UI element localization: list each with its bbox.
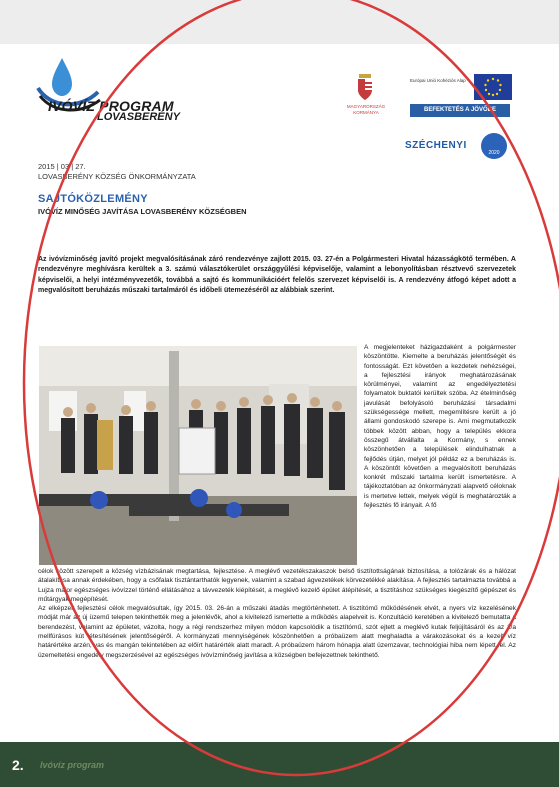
body-text bbox=[38, 567, 516, 660]
eu-fund-label: Európai Unió Kohéziós Alap bbox=[410, 78, 466, 83]
body-paragraph: célok között szerepelt a község vízbázisának megtartása, fejlesztése. A meglévő vezetékszakaszok belső tisztítottságának biztosítása, a tolózárak és a hálózat átalakítása annak érdekében, hogy a csőfalak tisztántarthatók legyenek, valamint a szabad ágvezetékek körvezetékké alakítása. A fejlesztés tartalmazta továbbá a Lujza major egészséges ivóvízzel történő ellátásához a távvezeték kiépítését, a meglévő kezelő épület átépítését, a tisztításhoz szükséges kiegészítő gépészet és műtárgyak megépítését. bbox=[38, 568, 516, 603]
lead-paragraph: Az ivóvízminőség javító projekt megvalósításának záró rendezvénye zajlott 2015. 03. 27-én a Polgármesteri Hivatal házasságkötő termében. A rendezvényre meghívásra kerültek a 3. számú választókerület országgyűlési képviselője, valamint a lebonyolításban résztvevő szervezetek képviselői, a helyi intézményvezetők, továbbá a sajtó és kommunikációért felelős szervezet képviselői is. A rendezvény átfogó képet adott a megvalósított beruházás műszaki tartalmáról és időbeli ütemezéséről az alábbiak szerint. bbox=[38, 256, 516, 294]
side-column-text: A megjelenteket házigazdaként a polgármester köszöntötte. Kiemelte a beruházás jelentőségét és fontosságát. Ezt követően a kezdetek nehézségei, a fejlesztési irányok meghatározásának körülményei, valamint az engedélyeztetési folyamatok buktatói kerültek szóba. Az ételminőség javulását befolyásoló beruházási társadalmi szükségessége mellett, megemlítésre került a jó állami gondoskodó szerepe is. Ami megmutatkozik többek között abban, hogy a település ekkora összegű átvállalta a Kormány, s ennek köszönhetően a települések elindulhatnak a fejlődés útján, melyet jól példáz ez a beruházás is. A köszöntőt követően a megvalósított beruházás konkrét műszaki tartalma került ismertetésre. A tájékoztatóban az önkormányzati alapvető céloknak is mertetve lettek, melyek végül is meghatározták a fejlesztés fő irányait. A fő bbox=[364, 344, 516, 510]
footer-label: Ivóvíz program bbox=[40, 760, 105, 770]
hungary-gov-label: MAGYARORSZÁG KORMÁNYA bbox=[346, 104, 386, 115]
top-band bbox=[0, 0, 559, 44]
page-number: 2. bbox=[12, 757, 24, 773]
organization-name: LOVASBERÉNY KÖZSÉG ÖNKORMÁNYZATA bbox=[38, 172, 196, 181]
logo-subtitle: LOVASBERÉNY bbox=[97, 111, 180, 123]
page-title: SAJTÓKÖZLEMÉNY bbox=[38, 193, 148, 205]
hungary-crest-icon bbox=[350, 72, 380, 102]
invest-banner: BEFEKTETÉS A JÖVŐBE bbox=[410, 104, 510, 117]
release-date: 2015 | 03 | 27. bbox=[38, 162, 86, 171]
szechenyi-logo: SZÉCHENYI bbox=[405, 140, 467, 151]
event-photo bbox=[39, 346, 357, 565]
body-paragraph: Az elképzelt fejlesztési célok megvalósultak, így 2015. 03. 26-án a műszaki átadás megtörténhetett. A tisztítómű működésének elvét, a nyers víz kezelésének módját már az új üzemű telepen tekinthették meg a jelenlévők, ahol a kivitelező ismertette a működés alapelveit is. Konzultáció keretében a kivitelező bemutatta a berendezést, valamint az épületet, vázolta, hogy a régi rendszerhez milyen módon kapcsolódik a tisztítómű, szót ejtett a meglévő kutak feljújításáról és az 1/a mellfúrásos kút létesítésének jelentőségéről. A kormányzati mennyiségének köszönhetően a próbaüzem alatt meghaladta a várakozásokat és a kezelt víz határértéke arzén, vas és mangán tekintetében az előírt határérték alatt maradt. A próbaüzem három hónapja alatt üzemzavar, technológiai hiba nem lépett fel. Az üzemeltetési engedély megszerzésével az egészséges ivóvízminőség javítása a községben befejezettnek tekinthető. bbox=[38, 605, 516, 659]
szechenyi-badge-text: 2020 bbox=[488, 150, 500, 156]
logo-title: IVÓVÍZ PROGRAM bbox=[48, 98, 174, 114]
page-subtitle: IVÓVÍZ MINŐSÉG JAVÍTÁSA LOVASBERÉNY KÖZSÉGBEN bbox=[38, 207, 247, 216]
eu-flag-icon bbox=[474, 74, 512, 100]
